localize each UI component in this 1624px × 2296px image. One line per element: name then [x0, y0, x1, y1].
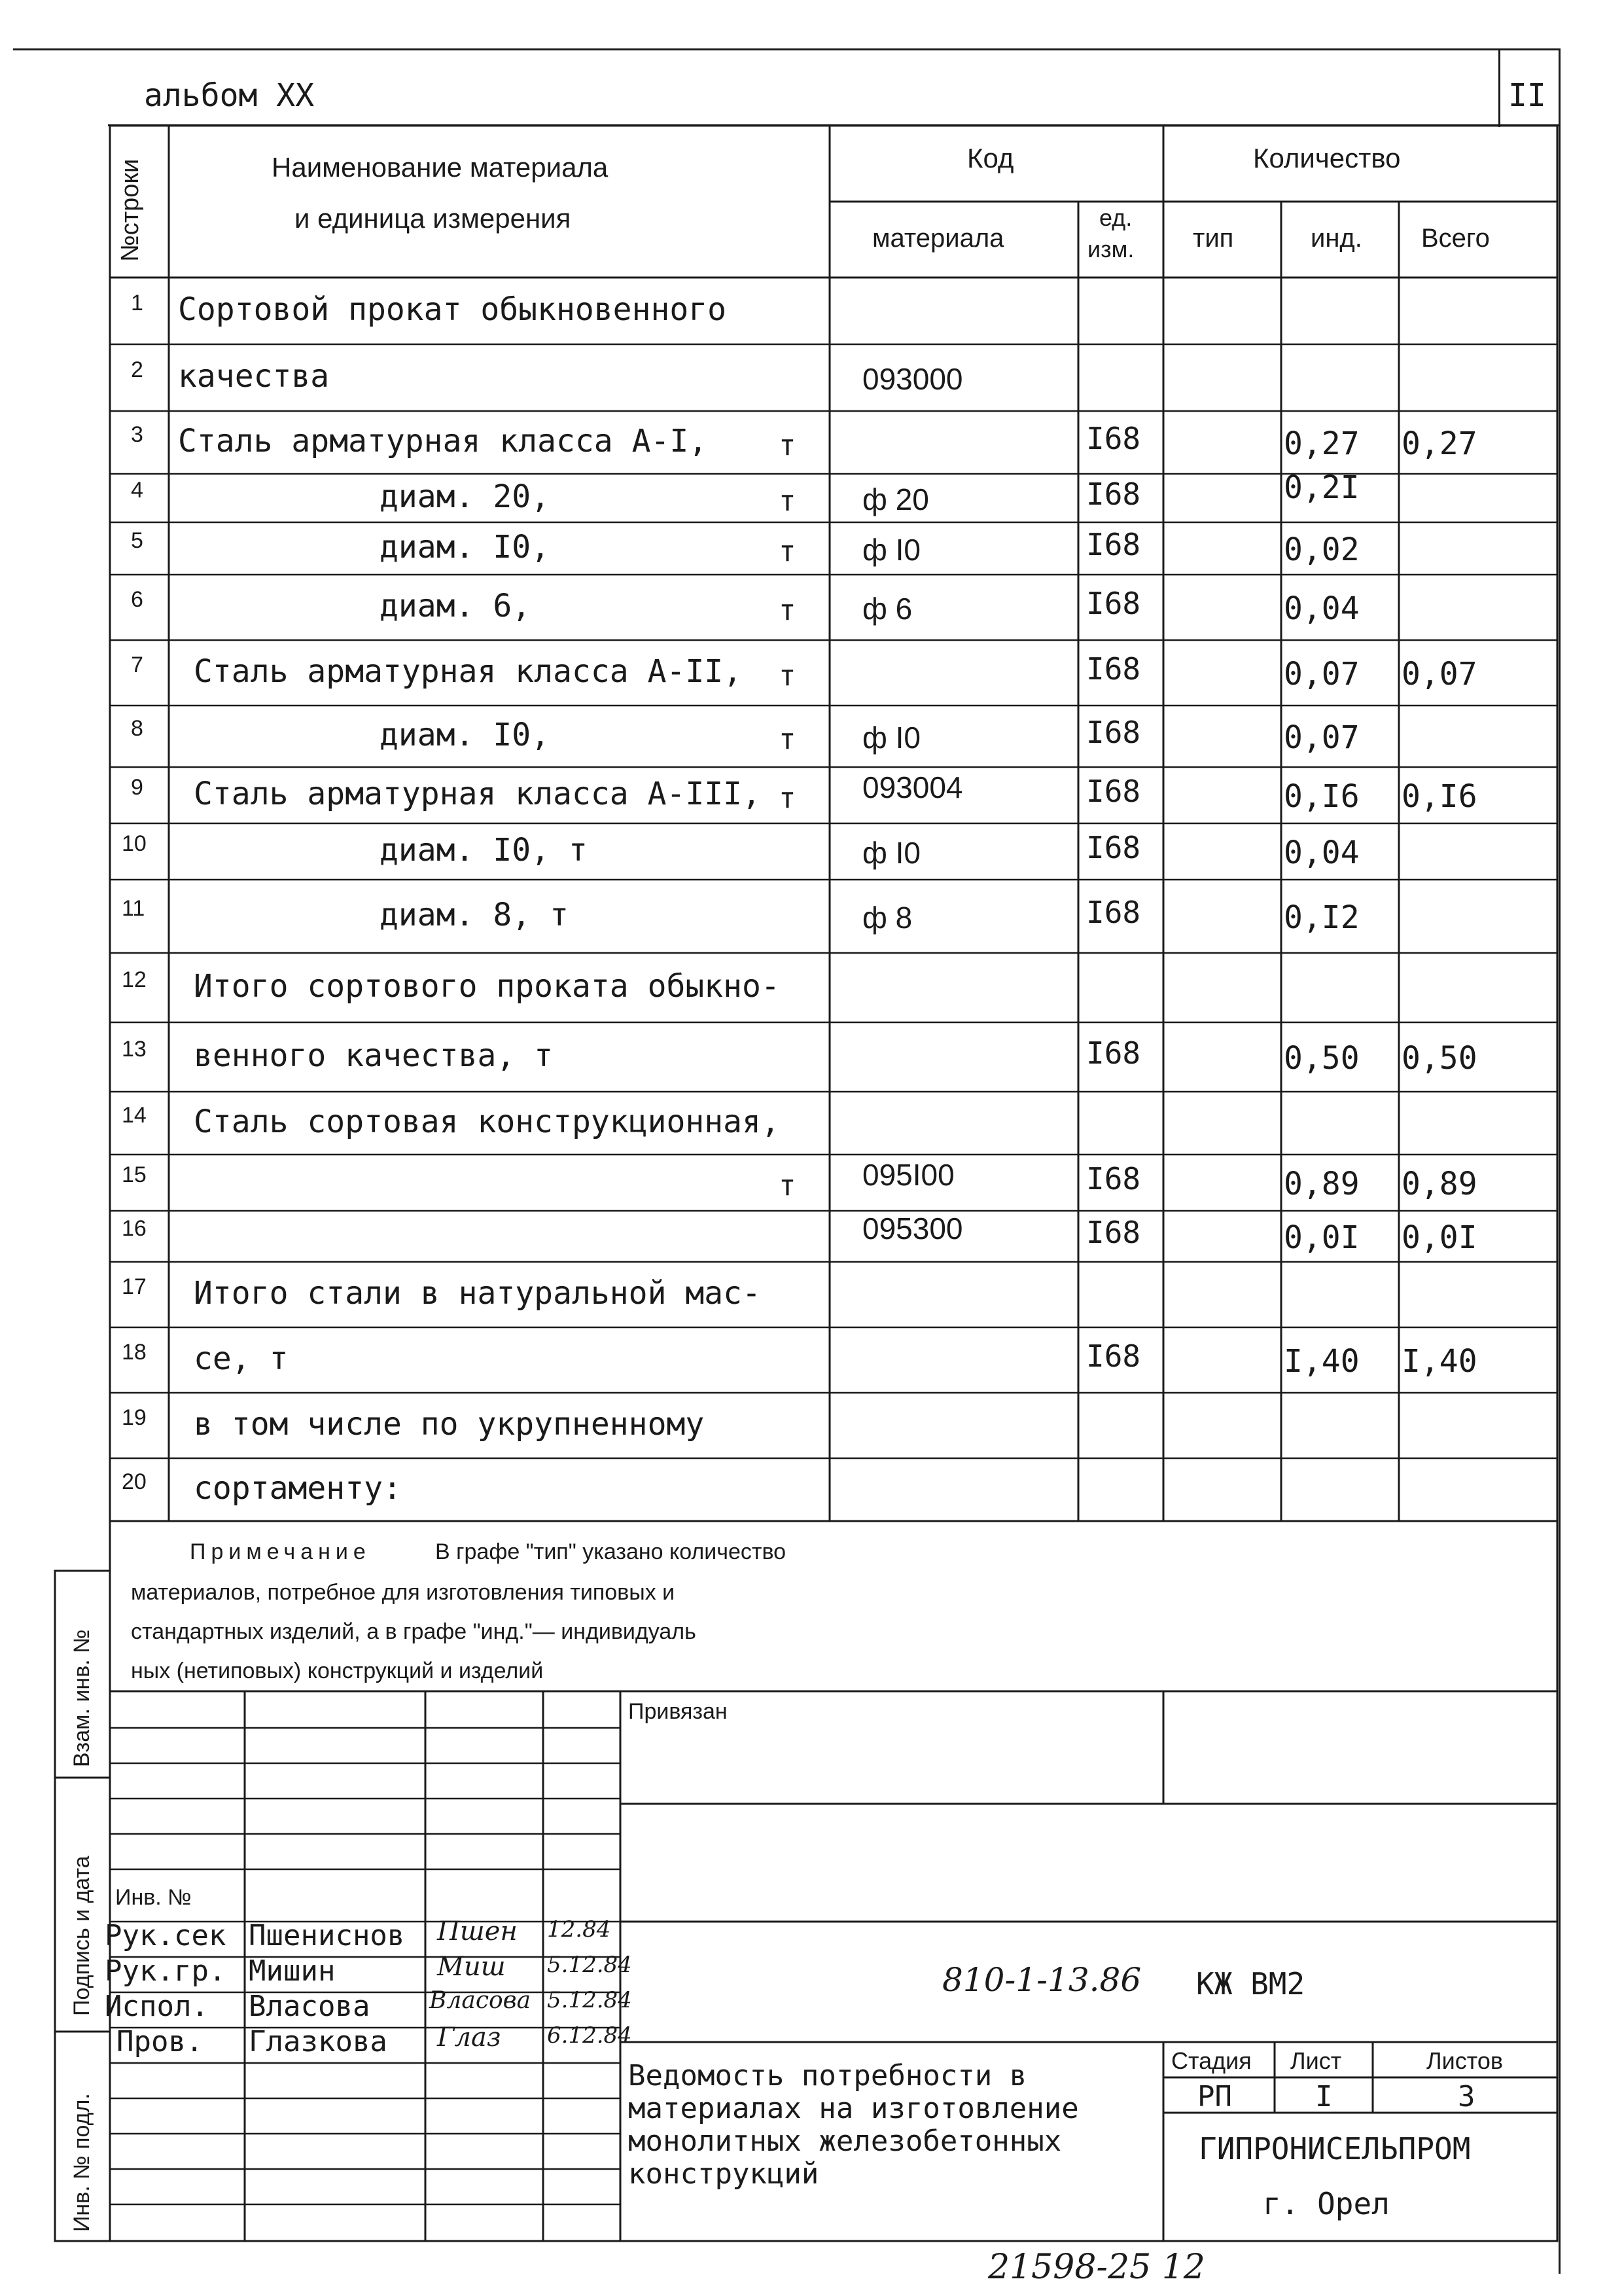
row-number: 6 — [131, 586, 143, 612]
row-total-qty: I,40 — [1402, 1343, 1477, 1380]
row-name-unit: т — [779, 722, 796, 756]
side-label-podpis: Подпись и дата — [69, 1856, 94, 2016]
row-number: 17 — [122, 1274, 147, 1299]
row-unit-code: I68 — [1086, 421, 1141, 457]
row-ind-qty: 0,02 — [1284, 531, 1360, 569]
row-unit-code: I68 — [1086, 1035, 1141, 1071]
row-name: в том числе по укрупненному — [194, 1406, 705, 1443]
stamp-privyazan: Привязан — [628, 1699, 728, 1724]
title-line1: Ведомость потребности в — [628, 2059, 1027, 2092]
row-number: 5 — [131, 528, 143, 553]
row-name: сортаменту: — [194, 1470, 402, 1507]
row-number: 15 — [122, 1162, 147, 1187]
stamp-date-4: 6.12.84 — [547, 2022, 632, 2049]
header-type: тип — [1193, 224, 1234, 253]
row-name: венного качества, т — [194, 1037, 554, 1075]
row-number: 7 — [131, 652, 143, 677]
row-material-code: ф 20 — [862, 482, 929, 517]
note-lead: Примечание — [190, 1539, 371, 1564]
row-number: 16 — [122, 1215, 147, 1241]
row-material-code: 095I00 — [862, 1158, 955, 1193]
row-unit-code: I68 — [1086, 774, 1141, 810]
note-line2: материалов, потребное для изготовления типовых и — [131, 1580, 675, 1605]
row-name: Сталь арматурная класса А-I, — [178, 423, 708, 460]
header-total: Всего — [1421, 224, 1490, 253]
row-name: Итого стали в натуральной мас- — [194, 1275, 761, 1312]
document-code: 810-1-13.86 — [942, 1961, 1142, 1999]
stamp-role-3: Испол. — [105, 1990, 209, 2023]
row-ind-qty: 0,04 — [1284, 834, 1360, 872]
row-unit-code: I68 — [1086, 1161, 1141, 1197]
row-material-code: ф 6 — [862, 592, 913, 626]
stamp-role-2: Рук.гр. — [105, 1954, 226, 1988]
stamp-name-2: Мишин — [249, 1954, 336, 1988]
stamp-name-1: Пшениснов — [249, 1919, 405, 1952]
stamp-sign-1: Пшен — [437, 1916, 518, 1946]
title-line3: монолитных железобетонных — [628, 2125, 1062, 2158]
row-unit-code: I68 — [1086, 895, 1141, 931]
row-unit-code: I68 — [1086, 476, 1141, 512]
row-number: 1 — [131, 290, 143, 315]
sheet-header: Лист — [1290, 2047, 1342, 2074]
row-number: 12 — [122, 967, 147, 992]
row-material-code: ф I0 — [862, 836, 921, 870]
stamp-role-1: Рук.сек — [105, 1919, 226, 1952]
row-total-qty: 0,50 — [1402, 1040, 1477, 1077]
row-number: 10 — [122, 831, 147, 856]
row-name-unit: т — [779, 781, 796, 815]
row-material-code: 095300 — [862, 1211, 963, 1246]
row-number: 19 — [122, 1405, 147, 1430]
row-name: качества — [178, 358, 330, 395]
row-name-unit: т — [779, 484, 796, 518]
row-ind-qty: 0,07 — [1284, 719, 1360, 757]
row-name: диам. 8, т — [380, 897, 569, 934]
stamp-sign-3: Власова — [429, 1987, 531, 2014]
row-number: 18 — [122, 1339, 147, 1365]
stamp-date-2: 5.12.84 — [547, 1952, 632, 1978]
row-unit-code: I68 — [1086, 527, 1141, 563]
header-quantity: Количество — [1253, 143, 1401, 173]
row-ind-qty: 0,I6 — [1284, 778, 1360, 816]
stamp-date-1: 12.84 — [547, 1916, 611, 1943]
row-total-qty: 0,I6 — [1402, 778, 1477, 816]
row-total-qty: 0,0I — [1402, 1219, 1477, 1257]
row-ind-qty: I,40 — [1284, 1343, 1360, 1380]
row-name-unit: т — [779, 593, 796, 627]
row-number: 8 — [131, 715, 143, 741]
row-number: 11 — [122, 895, 145, 921]
row-number: 4 — [131, 477, 143, 503]
row-name: Сталь арматурная класса А-III, — [194, 776, 761, 813]
row-name: Сталь арматурная класса А-II, — [194, 653, 743, 691]
row-material-code: ф I0 — [862, 721, 921, 755]
row-unit-code: I68 — [1086, 651, 1141, 687]
row-unit-code: I68 — [1086, 830, 1141, 866]
header-material: материала — [872, 224, 1004, 253]
row-ind-qty: 0,27 — [1284, 425, 1360, 463]
row-name: се, т — [194, 1340, 289, 1378]
title-line2: материалах на изготовление — [628, 2092, 1079, 2125]
note-line4: ных (нетиповых) конструкций и изделий — [131, 1659, 544, 1683]
note-line1: В графе "тип" указано количество — [435, 1539, 786, 1564]
sheet-corner-number: II — [1508, 77, 1546, 114]
side-label-inv: Инв. № подл. — [69, 2093, 94, 2232]
sheets-value: 3 — [1458, 2080, 1475, 2113]
row-name: диам. 20, — [380, 478, 550, 516]
stamp-sign-4: Глаз — [437, 2022, 501, 2053]
row-number: 2 — [131, 357, 143, 382]
header-unit-line2: изм. — [1087, 236, 1135, 262]
row-name: диам. I0, т — [380, 832, 588, 869]
header-code: Код — [967, 143, 1014, 173]
row-ind-qty: 0,89 — [1284, 1166, 1360, 1203]
row-ind-qty: 0,I2 — [1284, 899, 1360, 937]
stamp-sign-2: Миш — [437, 1952, 506, 1982]
row-ind-qty: 0,04 — [1284, 590, 1360, 628]
sheet-value: I — [1315, 2080, 1333, 2113]
header-name-line1: Наименование материала — [272, 152, 609, 183]
row-name-unit: т — [779, 1168, 796, 1202]
row-name: диам. 6, — [380, 588, 531, 625]
row-number: 9 — [131, 774, 143, 800]
row-ind-qty: 0,50 — [1284, 1040, 1360, 1077]
row-number: 13 — [122, 1036, 147, 1062]
footer-number: 21598-25 12 — [988, 2248, 1205, 2287]
row-unit-code: I68 — [1086, 1338, 1141, 1374]
header-unit-line1: ед. — [1099, 204, 1133, 231]
stamp-inv-no: Инв. № — [115, 1885, 192, 1910]
stamp-name-3: Власова — [249, 1990, 370, 2023]
document-mark: КЖ ВМ2 — [1196, 1966, 1305, 2001]
side-label-vzam: Взам. инв. № — [69, 1629, 94, 1767]
row-name: Сталь сортовая конструкционная, — [194, 1103, 780, 1141]
title-line4: конструкций — [628, 2157, 819, 2191]
stage-header: Стадия — [1171, 2047, 1252, 2074]
row-name: диам. I0, — [380, 717, 550, 754]
row-name: Итого сортового проката обыкно- — [194, 968, 780, 1005]
note-line3: стандартных изделий, а в графе "инд."— индивидуаль — [131, 1619, 696, 1644]
row-total-qty: 0,07 — [1402, 656, 1477, 693]
sheets-header: Листов — [1426, 2047, 1503, 2074]
row-unit-code: I68 — [1086, 586, 1141, 622]
row-number: 3 — [131, 422, 143, 447]
row-name-unit: т — [779, 534, 796, 568]
row-ind-qty: 0,2I — [1284, 469, 1360, 507]
row-name-unit: т — [779, 658, 796, 692]
row-ind-qty: 0,0I — [1284, 1219, 1360, 1257]
stage-value: РП — [1197, 2080, 1232, 2113]
organization-name: ГИПРОНИСЕЛЬПРОМ — [1199, 2131, 1471, 2166]
header-name-line2: и единица измерения — [294, 203, 571, 234]
row-material-code: ф I0 — [862, 533, 921, 567]
row-total-qty: 0,27 — [1402, 425, 1477, 463]
row-name: Сортовой прокат обыкновенного — [178, 291, 727, 329]
row-number: 14 — [122, 1102, 147, 1128]
header-ind: инд. — [1311, 224, 1362, 253]
row-total-qty: 0,89 — [1402, 1166, 1477, 1203]
row-material-code: ф 8 — [862, 901, 913, 935]
row-material-code: 093000 — [862, 362, 963, 397]
row-name: диам. I0, — [380, 529, 550, 566]
row-unit-code: I68 — [1086, 1215, 1141, 1251]
stamp-name-4: Глазкова — [249, 2025, 387, 2058]
row-ind-qty: 0,07 — [1284, 656, 1360, 693]
row-number: 20 — [122, 1469, 147, 1494]
header-row-number: №строки — [116, 158, 144, 262]
row-material-code: 093004 — [862, 770, 963, 805]
stamp-role-4: Пров. — [116, 2025, 203, 2058]
album-label: альбом XX — [144, 77, 315, 114]
organization-city: г. Орел — [1263, 2186, 1390, 2221]
row-unit-code: I68 — [1086, 715, 1141, 751]
stamp-date-3: 5.12.84 — [547, 1987, 632, 2013]
row-name-unit: т — [779, 428, 796, 462]
